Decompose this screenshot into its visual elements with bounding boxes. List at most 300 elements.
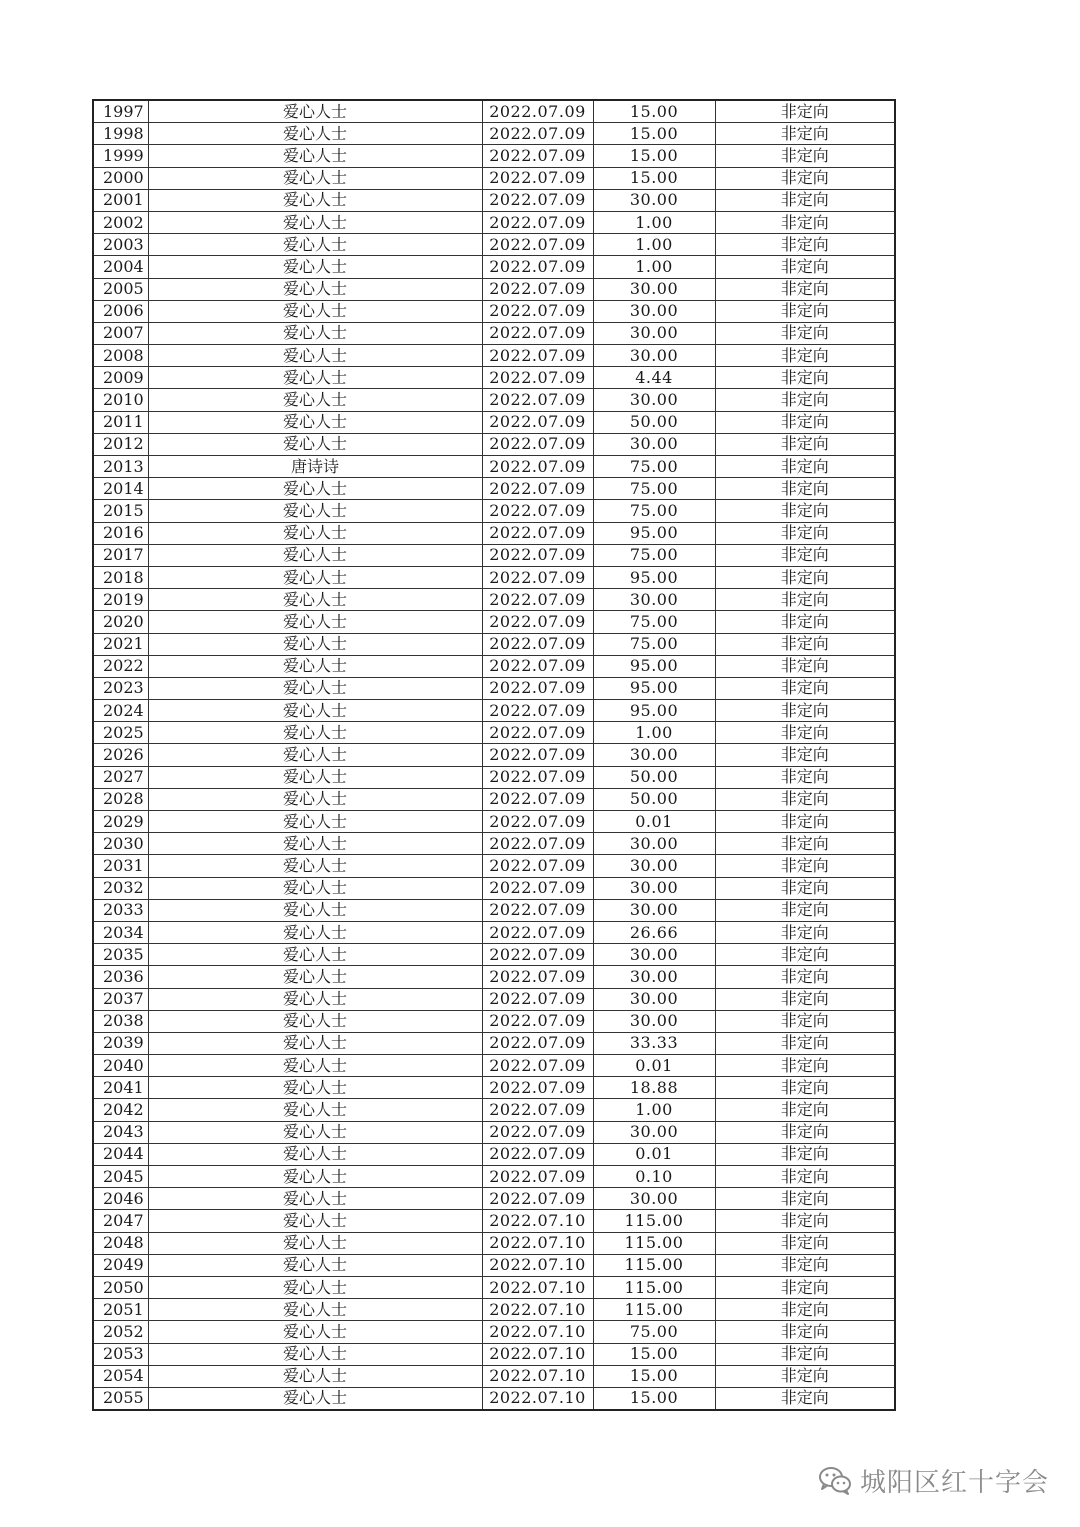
cell-date: 2022.07.09 xyxy=(482,389,593,411)
cell-serial-number: 2009 xyxy=(93,367,148,389)
cell-date: 2022.07.09 xyxy=(482,877,593,899)
cell-donor-name: 爱心人士 xyxy=(148,722,482,744)
table-row xyxy=(93,833,895,855)
table-row xyxy=(93,145,895,167)
cell-donation-type: 非定向 xyxy=(715,433,895,455)
cell-donor-name: 爱心人士 xyxy=(148,100,482,123)
cell-donor-name: 爱心人士 xyxy=(148,677,482,699)
cell-date: 2022.07.09 xyxy=(482,921,593,943)
table-row xyxy=(93,1254,895,1276)
cell-amount: 4.44 xyxy=(593,367,715,389)
cell-amount: 15.00 xyxy=(593,145,715,167)
cell-donor-name: 爱心人士 xyxy=(148,589,482,611)
cell-serial-number: 2050 xyxy=(93,1276,148,1298)
table-row xyxy=(93,700,895,722)
cell-date: 2022.07.09 xyxy=(482,433,593,455)
table-row xyxy=(93,478,895,500)
table-row xyxy=(93,1387,895,1410)
cell-date: 2022.07.09 xyxy=(482,833,593,855)
cell-amount: 75.00 xyxy=(593,544,715,566)
cell-donor-name: 爱心人士 xyxy=(148,167,482,189)
cell-date: 2022.07.09 xyxy=(482,788,593,810)
cell-donor-name: 爱心人士 xyxy=(148,1343,482,1365)
cell-donor-name: 爱心人士 xyxy=(148,522,482,544)
cell-donor-name: 爱心人士 xyxy=(148,367,482,389)
table-row xyxy=(93,411,895,433)
cell-date: 2022.07.10 xyxy=(482,1365,593,1387)
cell-date: 2022.07.09 xyxy=(482,766,593,788)
cell-donor-name: 爱心人士 xyxy=(148,811,482,833)
cell-date: 2022.07.09 xyxy=(482,700,593,722)
cell-donor-name: 爱心人士 xyxy=(148,1276,482,1298)
cell-donation-type: 非定向 xyxy=(715,766,895,788)
cell-serial-number: 2014 xyxy=(93,478,148,500)
cell-serial-number: 2011 xyxy=(93,411,148,433)
cell-date: 2022.07.09 xyxy=(482,322,593,344)
table-row xyxy=(93,300,895,322)
table-row xyxy=(93,966,895,988)
cell-date: 2022.07.09 xyxy=(482,1032,593,1054)
table-row xyxy=(93,167,895,189)
cell-donor-name: 爱心人士 xyxy=(148,478,482,500)
cell-amount: 30.00 xyxy=(593,322,715,344)
cell-donor-name: 爱心人士 xyxy=(148,1055,482,1077)
cell-donor-name: 爱心人士 xyxy=(148,1077,482,1099)
cell-donation-type: 非定向 xyxy=(715,1166,895,1188)
table-row xyxy=(93,1099,895,1121)
cell-donor-name: 爱心人士 xyxy=(148,411,482,433)
table-row xyxy=(93,722,895,744)
cell-donation-type: 非定向 xyxy=(715,833,895,855)
cell-date: 2022.07.09 xyxy=(482,234,593,256)
cell-donation-type: 非定向 xyxy=(715,1210,895,1232)
cell-donor-name: 爱心人士 xyxy=(148,921,482,943)
cell-amount: 30.00 xyxy=(593,855,715,877)
table-row xyxy=(93,1188,895,1210)
cell-donation-type: 非定向 xyxy=(715,278,895,300)
cell-serial-number: 2019 xyxy=(93,589,148,611)
cell-donation-type: 非定向 xyxy=(715,966,895,988)
table-row xyxy=(93,1032,895,1054)
cell-date: 2022.07.09 xyxy=(482,500,593,522)
watermark-text: 城阳区红十字会 xyxy=(860,1467,1050,1498)
cell-donor-name: 爱心人士 xyxy=(148,234,482,256)
cell-amount: 115.00 xyxy=(593,1232,715,1254)
table-row xyxy=(93,1321,895,1343)
cell-date: 2022.07.10 xyxy=(482,1343,593,1365)
cell-donation-type: 非定向 xyxy=(715,1299,895,1321)
cell-serial-number: 2047 xyxy=(93,1210,148,1232)
cell-serial-number: 2027 xyxy=(93,766,148,788)
cell-serial-number: 2005 xyxy=(93,278,148,300)
cell-amount: 1.00 xyxy=(593,211,715,233)
cell-amount: 30.00 xyxy=(593,833,715,855)
cell-donation-type: 非定向 xyxy=(715,611,895,633)
cell-date: 2022.07.09 xyxy=(482,744,593,766)
table-row xyxy=(93,234,895,256)
table-row xyxy=(93,766,895,788)
cell-serial-number: 2028 xyxy=(93,788,148,810)
cell-donation-type: 非定向 xyxy=(715,633,895,655)
cell-date: 2022.07.09 xyxy=(482,1099,593,1121)
cell-donor-name: 爱心人士 xyxy=(148,1210,482,1232)
cell-serial-number: 2008 xyxy=(93,345,148,367)
cell-date: 2022.07.09 xyxy=(482,189,593,211)
cell-donation-type: 非定向 xyxy=(715,566,895,588)
cell-amount: 95.00 xyxy=(593,655,715,677)
cell-serial-number: 2043 xyxy=(93,1121,148,1143)
cell-serial-number: 2020 xyxy=(93,611,148,633)
cell-amount: 30.00 xyxy=(593,988,715,1010)
cell-donation-type: 非定向 xyxy=(715,300,895,322)
cell-date: 2022.07.09 xyxy=(482,456,593,478)
cell-serial-number: 2044 xyxy=(93,1143,148,1165)
cell-donor-name: 爱心人士 xyxy=(148,123,482,145)
table-row xyxy=(93,433,895,455)
cell-date: 2022.07.09 xyxy=(482,411,593,433)
cell-serial-number: 2032 xyxy=(93,877,148,899)
cell-donation-type: 非定向 xyxy=(715,100,895,123)
cell-serial-number: 2003 xyxy=(93,234,148,256)
cell-donation-type: 非定向 xyxy=(715,677,895,699)
table-row xyxy=(93,566,895,588)
cell-amount: 30.00 xyxy=(593,300,715,322)
cell-date: 2022.07.10 xyxy=(482,1299,593,1321)
cell-donation-type: 非定向 xyxy=(715,1099,895,1121)
table-row xyxy=(93,1343,895,1365)
table-row xyxy=(93,1077,895,1099)
cell-amount: 30.00 xyxy=(593,278,715,300)
cell-donation-type: 非定向 xyxy=(715,1343,895,1365)
table-row xyxy=(93,921,895,943)
cell-amount: 30.00 xyxy=(593,744,715,766)
cell-amount: 15.00 xyxy=(593,1387,715,1410)
table-row xyxy=(93,1010,895,1032)
cell-date: 2022.07.10 xyxy=(482,1387,593,1410)
cell-donation-type: 非定向 xyxy=(715,700,895,722)
cell-serial-number: 2017 xyxy=(93,544,148,566)
table-row xyxy=(93,811,895,833)
cell-date: 2022.07.09 xyxy=(482,811,593,833)
table-row xyxy=(93,367,895,389)
cell-serial-number: 1997 xyxy=(93,100,148,123)
cell-donation-type: 非定向 xyxy=(715,456,895,478)
cell-donation-type: 非定向 xyxy=(715,145,895,167)
cell-serial-number: 2045 xyxy=(93,1166,148,1188)
cell-amount: 18.88 xyxy=(593,1077,715,1099)
cell-donor-name: 爱心人士 xyxy=(148,766,482,788)
table-row xyxy=(93,655,895,677)
cell-donation-type: 非定向 xyxy=(715,899,895,921)
cell-donation-type: 非定向 xyxy=(715,1254,895,1276)
cell-date: 2022.07.09 xyxy=(482,655,593,677)
cell-donation-type: 非定向 xyxy=(715,478,895,500)
cell-donor-name: 爱心人士 xyxy=(148,655,482,677)
table-row xyxy=(93,389,895,411)
cell-amount: 1.00 xyxy=(593,256,715,278)
cell-serial-number: 2007 xyxy=(93,322,148,344)
cell-amount: 0.01 xyxy=(593,1143,715,1165)
cell-donation-type: 非定向 xyxy=(715,1276,895,1298)
cell-donor-name: 爱心人士 xyxy=(148,1387,482,1410)
cell-date: 2022.07.09 xyxy=(482,167,593,189)
cell-donation-type: 非定向 xyxy=(715,411,895,433)
cell-donor-name: 爱心人士 xyxy=(148,899,482,921)
table-row xyxy=(93,544,895,566)
cell-serial-number: 2021 xyxy=(93,633,148,655)
cell-donation-type: 非定向 xyxy=(715,655,895,677)
cell-amount: 26.66 xyxy=(593,921,715,943)
cell-date: 2022.07.09 xyxy=(482,1143,593,1165)
cell-serial-number: 2015 xyxy=(93,500,148,522)
cell-donation-type: 非定向 xyxy=(715,167,895,189)
cell-date: 2022.07.10 xyxy=(482,1276,593,1298)
cell-serial-number: 2013 xyxy=(93,456,148,478)
cell-donation-type: 非定向 xyxy=(715,744,895,766)
cell-amount: 30.00 xyxy=(593,345,715,367)
cell-donor-name: 爱心人士 xyxy=(148,788,482,810)
cell-donation-type: 非定向 xyxy=(715,1055,895,1077)
cell-date: 2022.07.09 xyxy=(482,1188,593,1210)
cell-amount: 15.00 xyxy=(593,167,715,189)
cell-donor-name: 爱心人士 xyxy=(148,300,482,322)
cell-serial-number: 2041 xyxy=(93,1077,148,1099)
cell-donation-type: 非定向 xyxy=(715,1387,895,1410)
cell-donor-name: 爱心人士 xyxy=(148,1099,482,1121)
cell-donor-name: 爱心人士 xyxy=(148,278,482,300)
cell-donor-name: 爱心人士 xyxy=(148,1254,482,1276)
cell-donor-name: 爱心人士 xyxy=(148,1121,482,1143)
table-row xyxy=(93,100,895,123)
table-row xyxy=(93,322,895,344)
cell-serial-number: 2030 xyxy=(93,833,148,855)
cell-donation-type: 非定向 xyxy=(715,389,895,411)
cell-donor-name: 爱心人士 xyxy=(148,211,482,233)
cell-serial-number: 2034 xyxy=(93,921,148,943)
cell-date: 2022.07.09 xyxy=(482,966,593,988)
cell-serial-number: 2029 xyxy=(93,811,148,833)
table-row xyxy=(93,522,895,544)
cell-date: 2022.07.09 xyxy=(482,1077,593,1099)
cell-donor-name: 爱心人士 xyxy=(148,1143,482,1165)
cell-donation-type: 非定向 xyxy=(715,1121,895,1143)
cell-amount: 30.00 xyxy=(593,966,715,988)
cell-amount: 1.00 xyxy=(593,722,715,744)
cell-amount: 30.00 xyxy=(593,189,715,211)
table-row xyxy=(93,345,895,367)
table-row xyxy=(93,189,895,211)
cell-amount: 33.33 xyxy=(593,1032,715,1054)
cell-date: 2022.07.09 xyxy=(482,145,593,167)
cell-amount: 30.00 xyxy=(593,899,715,921)
cell-date: 2022.07.09 xyxy=(482,478,593,500)
cell-donor-name: 爱心人士 xyxy=(148,633,482,655)
cell-serial-number: 1999 xyxy=(93,145,148,167)
cell-amount: 75.00 xyxy=(593,633,715,655)
cell-donation-type: 非定向 xyxy=(715,1232,895,1254)
cell-donation-type: 非定向 xyxy=(715,123,895,145)
cell-donor-name: 爱心人士 xyxy=(148,566,482,588)
cell-serial-number: 2053 xyxy=(93,1343,148,1365)
cell-serial-number: 2026 xyxy=(93,744,148,766)
table-row xyxy=(93,1210,895,1232)
cell-date: 2022.07.09 xyxy=(482,1121,593,1143)
cell-donation-type: 非定向 xyxy=(715,522,895,544)
cell-amount: 115.00 xyxy=(593,1254,715,1276)
table-row xyxy=(93,611,895,633)
cell-date: 2022.07.09 xyxy=(482,566,593,588)
cell-amount: 1.00 xyxy=(593,1099,715,1121)
cell-amount: 50.00 xyxy=(593,411,715,433)
cell-amount: 95.00 xyxy=(593,522,715,544)
cell-date: 2022.07.09 xyxy=(482,944,593,966)
table-row xyxy=(93,944,895,966)
cell-date: 2022.07.09 xyxy=(482,1166,593,1188)
cell-amount: 95.00 xyxy=(593,566,715,588)
table-row xyxy=(93,256,895,278)
cell-serial-number: 2052 xyxy=(93,1321,148,1343)
cell-donation-type: 非定向 xyxy=(715,1321,895,1343)
cell-serial-number: 2001 xyxy=(93,189,148,211)
cell-donation-type: 非定向 xyxy=(715,1365,895,1387)
cell-donor-name: 爱心人士 xyxy=(148,500,482,522)
cell-donor-name: 爱心人士 xyxy=(148,1032,482,1054)
cell-donor-name: 爱心人士 xyxy=(148,256,482,278)
cell-serial-number: 2046 xyxy=(93,1188,148,1210)
table-row xyxy=(93,1365,895,1387)
cell-serial-number: 2025 xyxy=(93,722,148,744)
cell-donation-type: 非定向 xyxy=(715,234,895,256)
cell-date: 2022.07.09 xyxy=(482,522,593,544)
cell-amount: 50.00 xyxy=(593,766,715,788)
cell-serial-number: 1998 xyxy=(93,123,148,145)
cell-donation-type: 非定向 xyxy=(715,211,895,233)
cell-date: 2022.07.10 xyxy=(482,1254,593,1276)
cell-donor-name: 爱心人士 xyxy=(148,145,482,167)
table-row xyxy=(93,855,895,877)
table-row xyxy=(93,877,895,899)
cell-serial-number: 2031 xyxy=(93,855,148,877)
cell-date: 2022.07.09 xyxy=(482,100,593,123)
cell-donation-type: 非定向 xyxy=(715,367,895,389)
cell-serial-number: 2054 xyxy=(93,1365,148,1387)
cell-date: 2022.07.10 xyxy=(482,1232,593,1254)
cell-donor-name: 爱心人士 xyxy=(148,988,482,1010)
cell-serial-number: 2035 xyxy=(93,944,148,966)
cell-serial-number: 2022 xyxy=(93,655,148,677)
cell-donation-type: 非定向 xyxy=(715,811,895,833)
cell-serial-number: 2000 xyxy=(93,167,148,189)
cell-date: 2022.07.09 xyxy=(482,722,593,744)
cell-amount: 95.00 xyxy=(593,677,715,699)
table-row xyxy=(93,1055,895,1077)
table-row xyxy=(93,1166,895,1188)
cell-donation-type: 非定向 xyxy=(715,189,895,211)
cell-amount: 95.00 xyxy=(593,700,715,722)
table-row xyxy=(93,1276,895,1298)
cell-donor-name: 爱心人士 xyxy=(148,700,482,722)
table-row xyxy=(93,1143,895,1165)
table-row xyxy=(93,744,895,766)
table-row xyxy=(93,500,895,522)
cell-date: 2022.07.10 xyxy=(482,1210,593,1232)
donation-table xyxy=(92,99,896,1411)
cell-date: 2022.07.09 xyxy=(482,899,593,921)
cell-donor-name: 爱心人士 xyxy=(148,611,482,633)
cell-date: 2022.07.09 xyxy=(482,367,593,389)
cell-date: 2022.07.10 xyxy=(482,1321,593,1343)
cell-serial-number: 2055 xyxy=(93,1387,148,1410)
cell-donor-name: 爱心人士 xyxy=(148,1365,482,1387)
table-row xyxy=(93,123,895,145)
cell-serial-number: 2037 xyxy=(93,988,148,1010)
cell-amount: 30.00 xyxy=(593,1121,715,1143)
cell-donation-type: 非定向 xyxy=(715,1032,895,1054)
cell-donation-type: 非定向 xyxy=(715,256,895,278)
cell-date: 2022.07.09 xyxy=(482,988,593,1010)
cell-date: 2022.07.09 xyxy=(482,677,593,699)
cell-donation-type: 非定向 xyxy=(715,944,895,966)
table-row xyxy=(93,1299,895,1321)
table-row xyxy=(93,456,895,478)
cell-amount: 75.00 xyxy=(593,456,715,478)
cell-donor-name: 爱心人士 xyxy=(148,1232,482,1254)
cell-serial-number: 2040 xyxy=(93,1055,148,1077)
cell-serial-number: 2051 xyxy=(93,1299,148,1321)
cell-donation-type: 非定向 xyxy=(715,855,895,877)
cell-amount: 15.00 xyxy=(593,123,715,145)
cell-serial-number: 2006 xyxy=(93,300,148,322)
cell-donation-type: 非定向 xyxy=(715,788,895,810)
cell-amount: 30.00 xyxy=(593,589,715,611)
cell-amount: 30.00 xyxy=(593,877,715,899)
cell-donor-name: 爱心人士 xyxy=(148,189,482,211)
donation-table-body xyxy=(93,100,895,1410)
cell-amount: 15.00 xyxy=(593,1365,715,1387)
cell-date: 2022.07.09 xyxy=(482,611,593,633)
watermark xyxy=(818,1460,1049,1500)
cell-serial-number: 2004 xyxy=(93,256,148,278)
cell-donor-name: 爱心人士 xyxy=(148,833,482,855)
cell-amount: 30.00 xyxy=(593,944,715,966)
cell-amount: 115.00 xyxy=(593,1299,715,1321)
table-row xyxy=(93,788,895,810)
cell-amount: 75.00 xyxy=(593,478,715,500)
cell-donor-name: 唐诗诗 xyxy=(148,456,482,478)
cell-donor-name: 爱心人士 xyxy=(148,433,482,455)
cell-date: 2022.07.09 xyxy=(482,589,593,611)
cell-date: 2022.07.09 xyxy=(482,855,593,877)
cell-amount: 30.00 xyxy=(593,389,715,411)
cell-donor-name: 爱心人士 xyxy=(148,1010,482,1032)
cell-serial-number: 2012 xyxy=(93,433,148,455)
cell-donation-type: 非定向 xyxy=(715,1143,895,1165)
table-row xyxy=(93,278,895,300)
cell-donation-type: 非定向 xyxy=(715,877,895,899)
cell-donor-name: 爱心人士 xyxy=(148,855,482,877)
table-row xyxy=(93,899,895,921)
cell-serial-number: 2049 xyxy=(93,1254,148,1276)
cell-donor-name: 爱心人士 xyxy=(148,877,482,899)
cell-serial-number: 2036 xyxy=(93,966,148,988)
cell-amount: 15.00 xyxy=(593,100,715,123)
table-row xyxy=(93,211,895,233)
cell-serial-number: 2018 xyxy=(93,566,148,588)
wechat-icon xyxy=(818,1465,852,1495)
cell-amount: 30.00 xyxy=(593,433,715,455)
cell-serial-number: 2038 xyxy=(93,1010,148,1032)
cell-donor-name: 爱心人士 xyxy=(148,944,482,966)
